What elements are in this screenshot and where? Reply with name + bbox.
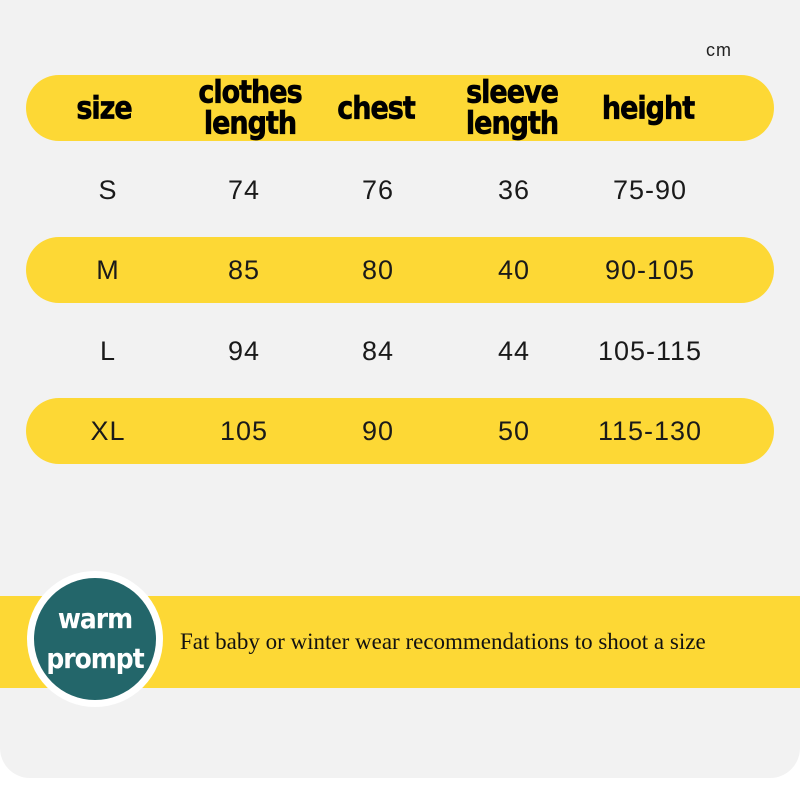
table-row bbox=[26, 237, 774, 303]
table-row bbox=[26, 157, 774, 223]
header-chest: chest bbox=[337, 90, 415, 126]
cell-clothes-length: 105 bbox=[219, 415, 269, 446]
header-height: height bbox=[601, 90, 695, 126]
tip-text: Fat baby or winter wear recommendations to shoot a size bbox=[180, 629, 706, 654]
tip-badge-line1: warm bbox=[57, 602, 133, 635]
cell-size: S bbox=[98, 174, 118, 205]
table-row bbox=[26, 398, 774, 464]
cell-size: L bbox=[99, 335, 117, 366]
cell-sleeve-length: 36 bbox=[497, 174, 531, 205]
header-clothes-length: clothes length bbox=[198, 74, 302, 142]
cell-height: 90-105 bbox=[604, 254, 696, 285]
table-header-row bbox=[26, 75, 774, 141]
cell-height: 105-115 bbox=[597, 335, 703, 366]
tip-badge-line2: prompt bbox=[46, 642, 144, 675]
cell-chest: 76 bbox=[361, 174, 395, 205]
cell-chest: 90 bbox=[361, 415, 395, 446]
unit-label: cm bbox=[706, 40, 732, 60]
cell-clothes-length: 74 bbox=[227, 174, 261, 205]
table-row bbox=[26, 318, 774, 384]
cell-height: 75-90 bbox=[612, 174, 688, 205]
header-size: size bbox=[76, 90, 132, 126]
cell-sleeve-length: 44 bbox=[497, 335, 531, 366]
cell-clothes-length: 85 bbox=[227, 254, 261, 285]
cell-size: M bbox=[96, 254, 120, 285]
cell-sleeve-length: 50 bbox=[497, 415, 531, 446]
cell-sleeve-length: 40 bbox=[497, 254, 531, 285]
cell-chest: 80 bbox=[361, 254, 395, 285]
tip-badge bbox=[34, 578, 156, 700]
cell-chest: 84 bbox=[361, 335, 395, 366]
header-sleeve-length: sleeve length bbox=[465, 74, 559, 142]
cell-size: XL bbox=[90, 415, 126, 446]
cell-clothes-length: 94 bbox=[227, 335, 261, 366]
cell-height: 115-130 bbox=[597, 415, 703, 446]
